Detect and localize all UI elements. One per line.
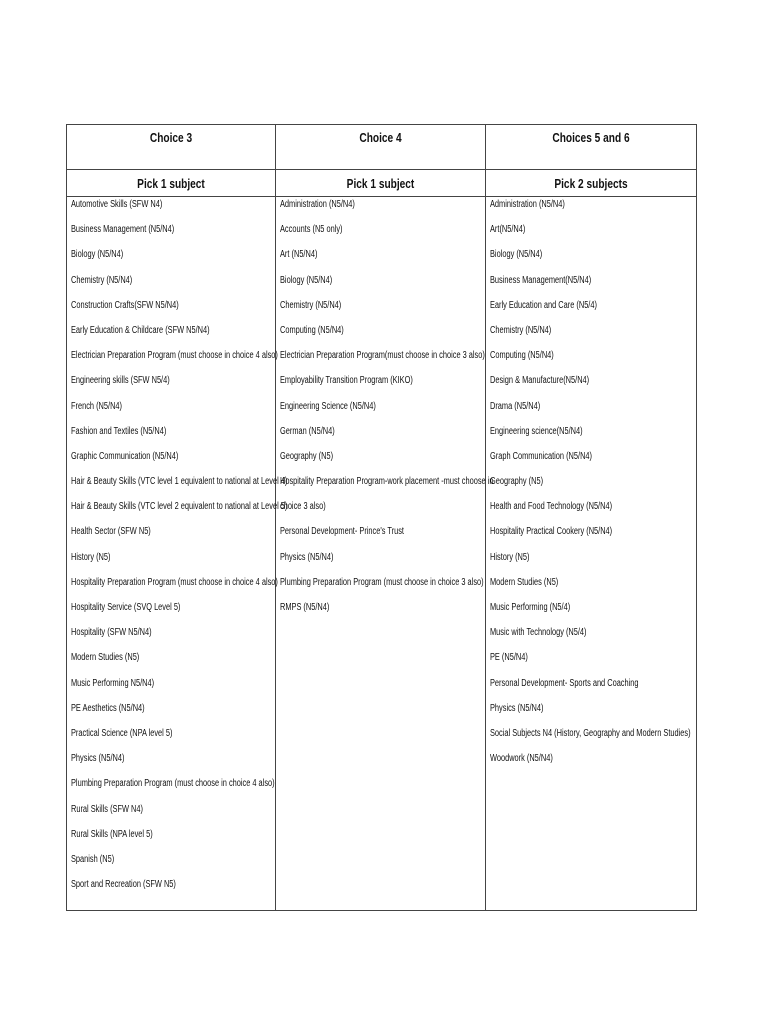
column-subheader bbox=[486, 170, 697, 197]
subject-cell bbox=[486, 449, 697, 474]
subject-cell bbox=[486, 550, 697, 575]
subject-item: Hair & Beauty Skills (VTC level 2 equivalent to national at Level 5) bbox=[71, 501, 288, 513]
subject-item: German (N5/N4) bbox=[280, 425, 335, 437]
subject-item: Rural Skills (NPA level 5) bbox=[71, 828, 153, 840]
subject-item: Employability Transition Program (KIKO) bbox=[280, 375, 413, 387]
subject-cell bbox=[276, 776, 486, 801]
subject-item: Business Management(N5/N4) bbox=[490, 274, 592, 286]
subject-cell bbox=[67, 802, 276, 827]
subject-cell bbox=[486, 247, 697, 272]
subject-cell bbox=[67, 776, 276, 801]
subject-cell bbox=[486, 877, 697, 902]
subject-item: French (N5/N4) bbox=[71, 400, 122, 412]
subject-item: Physics (N5/N4) bbox=[490, 702, 544, 714]
column-subheader bbox=[67, 170, 276, 197]
table-row bbox=[67, 499, 697, 524]
subject-item: History (N5) bbox=[71, 551, 111, 563]
subject-item: Administration (N5/N4) bbox=[490, 199, 565, 210]
subject-item: Social Subjects N4 (History, Geography and Modern Studies) bbox=[490, 727, 691, 739]
subject-item: Electrician Preparation Program (must choose in choice 4 also) bbox=[71, 350, 278, 362]
subject-cell bbox=[276, 424, 486, 449]
column-title: Choice 4 bbox=[359, 130, 402, 145]
table-row bbox=[67, 575, 697, 600]
subject-cell bbox=[486, 424, 697, 449]
subject-item: Hospitality Preparation Program (must choose in choice 4 also) bbox=[71, 576, 278, 588]
subject-cell bbox=[67, 524, 276, 549]
table-row bbox=[67, 524, 697, 549]
subject-cell bbox=[486, 776, 697, 801]
column-subtitle: Pick 1 subject bbox=[137, 176, 205, 191]
subject-cell bbox=[67, 701, 276, 726]
subject-choice-sheet bbox=[66, 124, 696, 911]
subject-cell bbox=[486, 348, 697, 373]
subject-cell bbox=[486, 499, 697, 524]
subject-item: Construction Crafts(SFW N5/N4) bbox=[71, 299, 179, 311]
subject-cell bbox=[276, 524, 486, 549]
subject-cell bbox=[486, 197, 697, 222]
subject-choice-table bbox=[66, 124, 697, 911]
subject-item: PE Aesthetics (N5/N4) bbox=[71, 702, 145, 714]
subject-item: Woodwork (N5/N4) bbox=[490, 753, 553, 765]
subject-cell bbox=[486, 222, 697, 247]
subject-cell bbox=[486, 625, 697, 650]
table-row bbox=[67, 852, 697, 877]
column-header bbox=[276, 125, 486, 170]
subject-item: Engineering science(N5/N4) bbox=[490, 425, 583, 437]
subject-cell bbox=[276, 273, 486, 298]
table-row bbox=[67, 802, 697, 827]
table-row bbox=[67, 600, 697, 625]
table-row bbox=[67, 676, 697, 701]
table-row bbox=[67, 399, 697, 424]
table-row bbox=[67, 550, 697, 575]
subject-cell bbox=[67, 373, 276, 398]
subject-rows bbox=[67, 197, 697, 902]
subject-cell bbox=[67, 247, 276, 272]
subject-item: Electrician Preparation Program(must choose in choice 3 also) bbox=[280, 350, 485, 362]
subject-cell bbox=[486, 701, 697, 726]
subheader-row bbox=[67, 170, 697, 197]
subject-cell bbox=[486, 726, 697, 751]
subject-cell bbox=[67, 499, 288, 524]
subject-item: Health and Food Technology (N5/N4) bbox=[490, 501, 613, 513]
subject-cell bbox=[67, 877, 276, 902]
subject-cell bbox=[67, 222, 276, 247]
subject-item: Hospitality Preparation Program-work placement -must choose in bbox=[280, 476, 494, 488]
subject-cell bbox=[67, 424, 276, 449]
subject-cell bbox=[67, 852, 276, 877]
subject-cell bbox=[67, 827, 276, 852]
subject-item: Sport and Recreation (SFW N5) bbox=[71, 879, 176, 891]
subject-cell bbox=[276, 550, 486, 575]
subject-item: Biology (N5/N4) bbox=[71, 249, 124, 261]
subject-item: Music Performing N5/N4) bbox=[71, 677, 155, 689]
subject-cell bbox=[67, 348, 276, 373]
subject-item: Hair & Beauty Skills (VTC level 1 equivalent to national at Level 4) bbox=[71, 476, 288, 488]
subject-item: Biology (N5/N4) bbox=[490, 249, 543, 261]
subject-item: Hospitality Service (SVQ Level 5) bbox=[71, 602, 181, 613]
table-row bbox=[67, 247, 697, 272]
subject-cell bbox=[67, 625, 276, 650]
subject-cell bbox=[276, 373, 486, 398]
subject-item: Music with Technology (N5/4) bbox=[490, 627, 587, 639]
subject-item: Physics (N5/N4) bbox=[71, 753, 125, 765]
subject-cell bbox=[276, 650, 486, 675]
subject-item: Music Performing (N5/4) bbox=[490, 602, 571, 613]
subject-cell bbox=[276, 751, 486, 776]
subject-cell bbox=[276, 348, 486, 373]
table-row bbox=[67, 424, 697, 449]
subject-cell bbox=[486, 373, 697, 398]
table-row bbox=[67, 222, 697, 247]
subject-cell bbox=[67, 676, 276, 701]
subject-item: Modern Studies (N5) bbox=[71, 652, 140, 664]
subject-item: Modern Studies (N5) bbox=[490, 576, 559, 588]
subject-cell bbox=[486, 827, 697, 852]
subject-item: choice 3 also) bbox=[280, 501, 326, 513]
subject-item: RMPS (N5/N4) bbox=[280, 602, 330, 613]
subject-cell bbox=[276, 726, 486, 751]
table-row bbox=[67, 751, 697, 776]
subject-cell bbox=[67, 575, 276, 600]
subject-cell bbox=[276, 701, 486, 726]
subject-cell bbox=[67, 751, 276, 776]
subject-item: Health Sector (SFW N5) bbox=[71, 526, 151, 538]
header-row bbox=[67, 125, 697, 170]
subject-cell bbox=[276, 298, 486, 323]
subject-cell bbox=[276, 827, 486, 852]
subject-item: Administration (N5/N4) bbox=[280, 199, 355, 210]
subject-cell bbox=[67, 273, 276, 298]
subject-item: Hospitality Practical Cookery (N5/N4) bbox=[490, 526, 613, 538]
subject-cell bbox=[486, 751, 697, 776]
subject-cell bbox=[276, 474, 494, 499]
subject-item: Chemistry (N5/N4) bbox=[71, 274, 133, 286]
table-row bbox=[67, 650, 697, 675]
table-row bbox=[67, 701, 697, 726]
column-title: Choices 5 and 6 bbox=[552, 130, 630, 145]
subject-cell bbox=[486, 575, 697, 600]
table-row bbox=[67, 348, 697, 373]
column-title: Choice 3 bbox=[149, 130, 193, 145]
subject-cell bbox=[276, 676, 486, 701]
subject-item: Chemistry (N5/N4) bbox=[490, 324, 552, 336]
subject-item: Automotive Skills (SFW N4) bbox=[71, 199, 163, 210]
subject-cell bbox=[276, 877, 486, 902]
subject-cell bbox=[486, 399, 697, 424]
column-header bbox=[67, 125, 276, 170]
subject-cell bbox=[486, 600, 697, 625]
table-row bbox=[67, 474, 697, 499]
table-row bbox=[67, 726, 697, 751]
subject-item: Practical Science (NPA level 5) bbox=[71, 727, 173, 739]
subject-cell bbox=[276, 625, 486, 650]
subject-cell bbox=[486, 323, 697, 348]
subject-cell bbox=[67, 399, 276, 424]
table-row bbox=[67, 197, 697, 222]
subject-item: Art(N5/N4) bbox=[490, 224, 526, 236]
subject-item: Accounts (N5 only) bbox=[280, 224, 343, 236]
subject-item: Physics (N5/N4) bbox=[280, 551, 334, 563]
subject-cell bbox=[67, 197, 276, 222]
subject-cell bbox=[276, 247, 486, 272]
subject-cell bbox=[276, 802, 486, 827]
subject-item: Geography (N5) bbox=[280, 450, 334, 462]
subject-item: Plumbing Preparation Program (must choose in choice 4 also) bbox=[71, 778, 275, 790]
column-subheader bbox=[276, 170, 486, 197]
subject-cell bbox=[67, 298, 276, 323]
subject-item: Personal Development- Prince's Trust bbox=[280, 526, 404, 538]
subject-item: Geography (N5) bbox=[490, 476, 544, 488]
subject-cell bbox=[67, 474, 288, 499]
subject-cell bbox=[67, 726, 276, 751]
subject-item: Graph Communication (N5/N4) bbox=[490, 450, 592, 462]
table-row bbox=[67, 625, 697, 650]
subject-item: Rural Skills (SFW N4) bbox=[71, 803, 143, 815]
subject-cell bbox=[67, 650, 276, 675]
subject-cell bbox=[67, 323, 276, 348]
subject-item: Hospitality (SFW N5/N4) bbox=[71, 627, 152, 639]
subject-cell bbox=[276, 600, 486, 625]
subject-cell bbox=[276, 575, 486, 600]
subject-item: History (N5) bbox=[490, 551, 530, 563]
subject-cell bbox=[67, 449, 276, 474]
subject-cell bbox=[276, 449, 486, 474]
subject-cell bbox=[276, 197, 486, 222]
subject-item: Drama (N5/N4) bbox=[490, 400, 541, 412]
subject-cell bbox=[276, 499, 486, 524]
subject-cell bbox=[67, 550, 276, 575]
subject-cell bbox=[276, 222, 486, 247]
subject-cell bbox=[486, 802, 697, 827]
subject-cell bbox=[486, 474, 697, 499]
subject-item: Early Education & Childcare (SFW N5/N4) bbox=[71, 324, 210, 336]
subject-item: Business Management (N5/N4) bbox=[71, 224, 175, 236]
subject-cell bbox=[276, 399, 486, 424]
subject-item: Computing (N5/N4) bbox=[280, 324, 344, 336]
subject-item: Engineering skills (SFW N5/4) bbox=[71, 375, 170, 387]
table-row bbox=[67, 827, 697, 852]
subject-cell bbox=[276, 852, 486, 877]
subject-item: Computing (N5/N4) bbox=[490, 350, 554, 362]
subject-item: Design & Manufacture(N5/N4) bbox=[490, 375, 590, 387]
column-header bbox=[486, 125, 697, 170]
subject-item: Spanish (N5) bbox=[71, 853, 115, 865]
table-row bbox=[67, 323, 697, 348]
subject-item: Early Education and Care (N5/4) bbox=[490, 299, 597, 311]
subject-item: PE (N5/N4) bbox=[490, 652, 528, 664]
table-row bbox=[67, 776, 697, 801]
table-row bbox=[67, 373, 697, 398]
table-row bbox=[67, 449, 697, 474]
table-row bbox=[67, 273, 697, 298]
subject-cell bbox=[67, 600, 276, 625]
subject-item: Fashion and Textiles (N5/N4) bbox=[71, 425, 167, 437]
table-row bbox=[67, 298, 697, 323]
subject-item: Chemistry (N5/N4) bbox=[280, 299, 342, 311]
subject-item: Personal Development- Sports and Coaching bbox=[490, 677, 639, 689]
subject-item: Plumbing Preparation Program (must choose in choice 3 also) bbox=[280, 576, 484, 588]
subject-item: Art (N5/N4) bbox=[280, 249, 318, 261]
subject-cell bbox=[486, 273, 697, 298]
column-subtitle: Pick 2 subjects bbox=[554, 176, 628, 191]
column-subtitle: Pick 1 subject bbox=[346, 176, 415, 191]
subject-cell bbox=[486, 298, 697, 323]
subject-item: Graphic Communication (N5/N4) bbox=[71, 450, 179, 462]
subject-item: Engineering Science (N5/N4) bbox=[280, 400, 376, 412]
table-row bbox=[67, 877, 697, 902]
subject-cell bbox=[486, 524, 697, 549]
subject-cell bbox=[276, 323, 486, 348]
subject-item: Biology (N5/N4) bbox=[280, 274, 333, 286]
subject-cell bbox=[486, 852, 697, 877]
subject-cell bbox=[486, 650, 697, 675]
subject-cell bbox=[486, 676, 697, 701]
